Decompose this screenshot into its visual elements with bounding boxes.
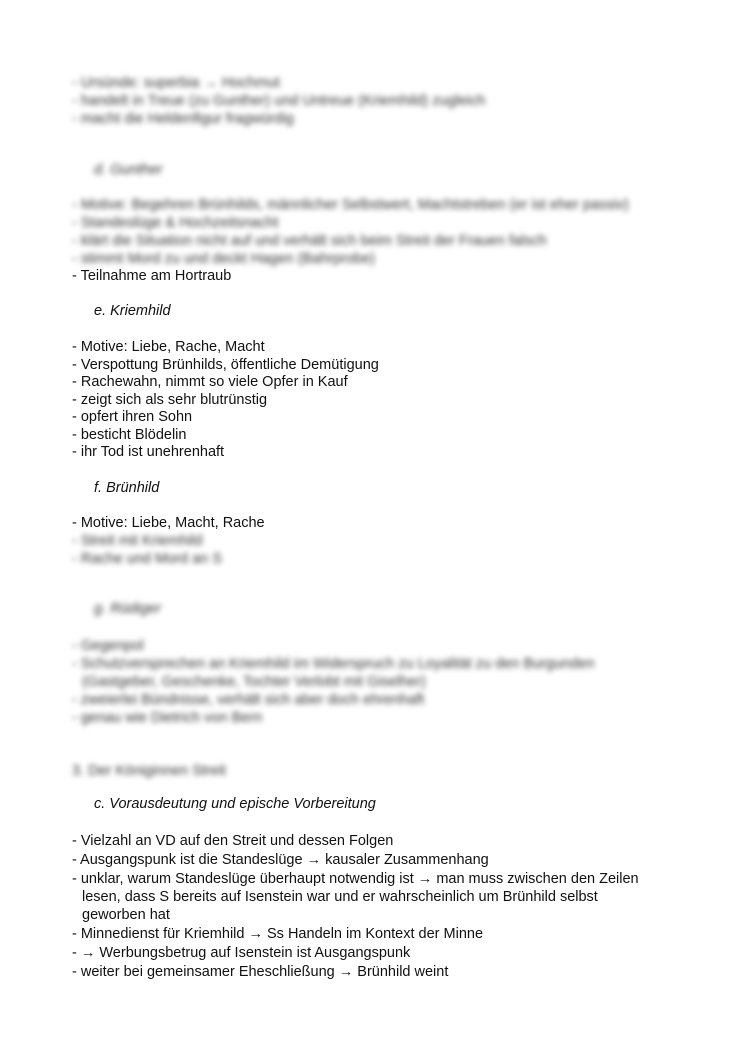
heading-vorausdeutung: c. Vorausdeutung und epische Vorbereitung xyxy=(94,796,376,812)
blurred-line: - Ursünde: superbia → Hochmut xyxy=(72,75,280,91)
blurred-line: - Motive: Begehren Brünhilds, männlicher Selbstwert, Machtstreben (er ist eher passiv) xyxy=(72,197,629,213)
blurred-line: - Gegenpol xyxy=(72,638,144,654)
list-item: - Rachewahn, nimmt so viele Opfer in Kauf xyxy=(72,374,348,390)
blurred-line: - handelt in Treue (zu Gunther) und Untreue (Kriemhild) zugleich xyxy=(72,93,486,109)
heading-bruenhild: f. Brünhild xyxy=(94,480,160,496)
list-item: - Teilnahme am Hortraub xyxy=(72,268,232,284)
list-item: - Minnedienst für Kriemhild → Ss Handeln im Kontext der Minne xyxy=(72,926,484,942)
blurred-line: - genau wie Dietrich von Bern xyxy=(72,710,263,726)
list-item: - zeigt sich als sehr blutrünstig xyxy=(72,392,268,408)
blurred-line: - Schutzversprechen an Kriemhild im Widerspruch zu Loyalität zu den Burgunden xyxy=(72,656,595,672)
list-item: - Ausgangspunk ist die Standeslüge → kausaler Zusammenhang xyxy=(72,852,489,868)
list-item: - weiter bei gemeinsamer Eheschließung → Brünhild weint xyxy=(72,964,449,980)
blurred-line: - Standeslüge & Hochzeitsnacht xyxy=(72,215,279,231)
blurred-line: - Streit mit Kriemhild xyxy=(72,533,203,549)
section-title: 3. Der Königinnen Streit xyxy=(72,763,226,779)
blurred-line: - Rache und Mord an S xyxy=(72,551,222,567)
list-item-continuation: geworben hat xyxy=(82,907,170,923)
blurred-line: - stimmt Mord zu und deckt Hagen (Bahrprobe) xyxy=(72,251,376,267)
blurred-line: - zweierlei Bündnisse, verhält sich aber doch ehrenhaft xyxy=(72,692,425,708)
list-item-continuation: lesen, dass S bereits auf Isenstein war und er wahrscheinlich um Brünhild selbst xyxy=(82,889,598,905)
heading-gunther: d. Gunther xyxy=(94,162,163,178)
blurred-line: (Gastgeber, Geschenke, Tochter Verlobt mit Giselher) xyxy=(82,674,426,690)
list-item: - unklar, warum Standeslüge überhaupt notwendig ist → man muss zwischen den Zeilen xyxy=(72,871,639,887)
list-item: - Motive: Liebe, Macht, Rache xyxy=(72,515,265,531)
list-item: - Vielzahl an VD auf den Streit und dessen Folgen xyxy=(72,833,394,849)
list-item: - → Werbungsbetrug auf Isenstein ist Ausgangspunk xyxy=(72,945,411,961)
list-item: - opfert ihren Sohn xyxy=(72,409,193,425)
list-item: - besticht Blödelin xyxy=(72,427,187,443)
heading-ruediger: g. Rüdiger xyxy=(94,601,161,617)
list-item: - Motive: Liebe, Rache, Macht xyxy=(72,339,265,355)
list-item: - ihr Tod ist unehrenhaft xyxy=(72,444,225,460)
list-item: - Verspottung Brünhilds, öffentliche Demütigung xyxy=(72,357,379,373)
heading-kriemhild: e. Kriemhild xyxy=(94,303,171,319)
blurred-line: - macht die Heldenfigur fragwürdig xyxy=(72,111,294,127)
blurred-line: - klärt die Situation nicht auf und verhält sich beim Streit der Frauen falsch xyxy=(72,233,547,249)
